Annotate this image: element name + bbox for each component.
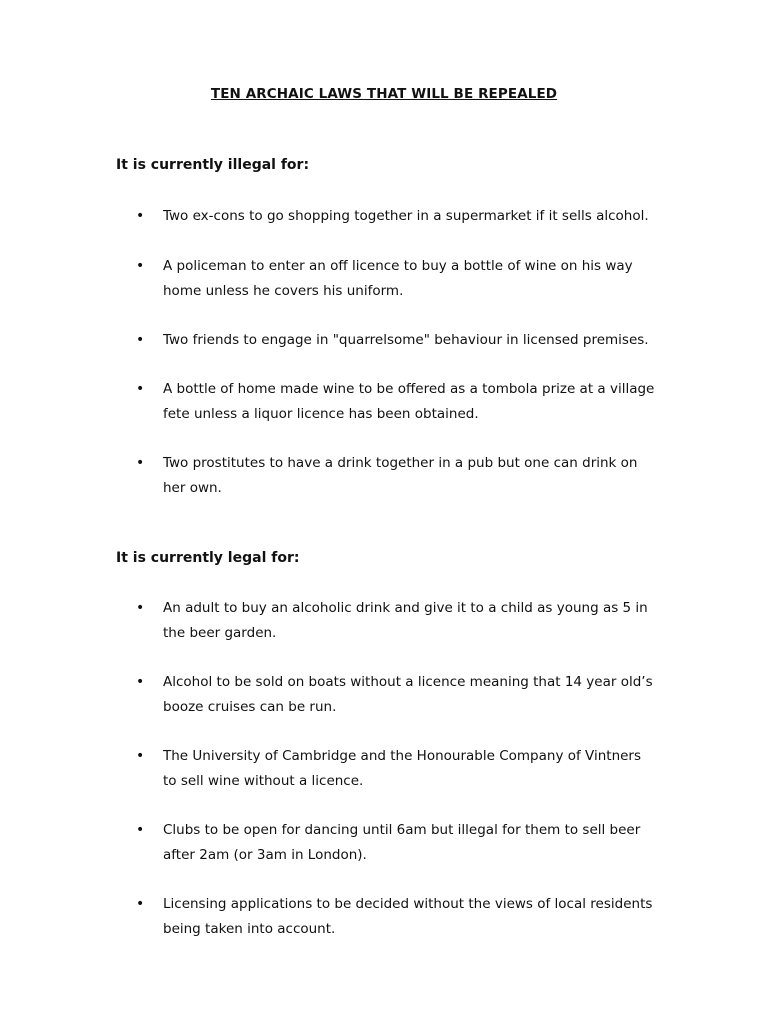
list-item-text: Alcohol to be sold on boats without a licence meaning that 14 year old’s booze cruises can be run. [163,674,653,715]
list-item-text: Two prostitutes to have a drink together in a pub but one can drink on her own. [163,455,638,496]
list-item [136,451,656,500]
list-item-text: The University of Cambridge and the Honourable Company of Vintners to sell wine without a licence. [163,748,642,789]
bullet-icon: • [136,455,145,471]
document-title: TEN ARCHAIC LAWS THAT WILL BE REPEALED [210,86,558,102]
section-heading-illegal: It is currently illegal for: [116,157,310,173]
list-item [136,596,656,645]
bullet-icon: • [136,896,145,912]
list-item [136,254,656,303]
bullet-icon: • [136,748,145,764]
list-item [136,204,656,229]
list-item [136,377,656,426]
bullet-icon: • [136,258,145,274]
bullet-icon: • [136,332,145,348]
bullet-icon: • [136,381,145,397]
bullet-icon: • [136,674,145,690]
list-item [136,328,656,353]
bullet-icon: • [136,600,145,616]
list-item-text: Two ex-cons to go shopping together in a supermarket if it sells alcohol. [163,208,649,224]
list-item-text: Licensing applications to be decided without the views of local residents being taken into account. [163,896,653,937]
list-item [136,670,656,719]
list-item-text: A policeman to enter an off licence to buy a bottle of wine on his way home unless he covers his uniform. [163,258,633,299]
list-item [136,818,656,867]
list-item-text: An adult to buy an alcoholic drink and give it to a child as young as 5 in the beer garden. [163,600,648,641]
bullet-icon: • [136,208,145,224]
list-item [136,892,656,941]
section-heading-legal: It is currently legal for: [116,550,300,566]
list-item [136,744,656,793]
list-item-text: A bottle of home made wine to be offered as a tombola prize at a village fete unless a liquor licence has been obtained. [163,381,655,422]
list-item-text: Two friends to engage in "quarrelsome" behaviour in licensed premises. [163,332,649,348]
list-item-text: Clubs to be open for dancing until 6am but illegal for them to sell beer after 2am (or 3am in London). [163,822,641,863]
bullet-icon: • [136,822,145,838]
